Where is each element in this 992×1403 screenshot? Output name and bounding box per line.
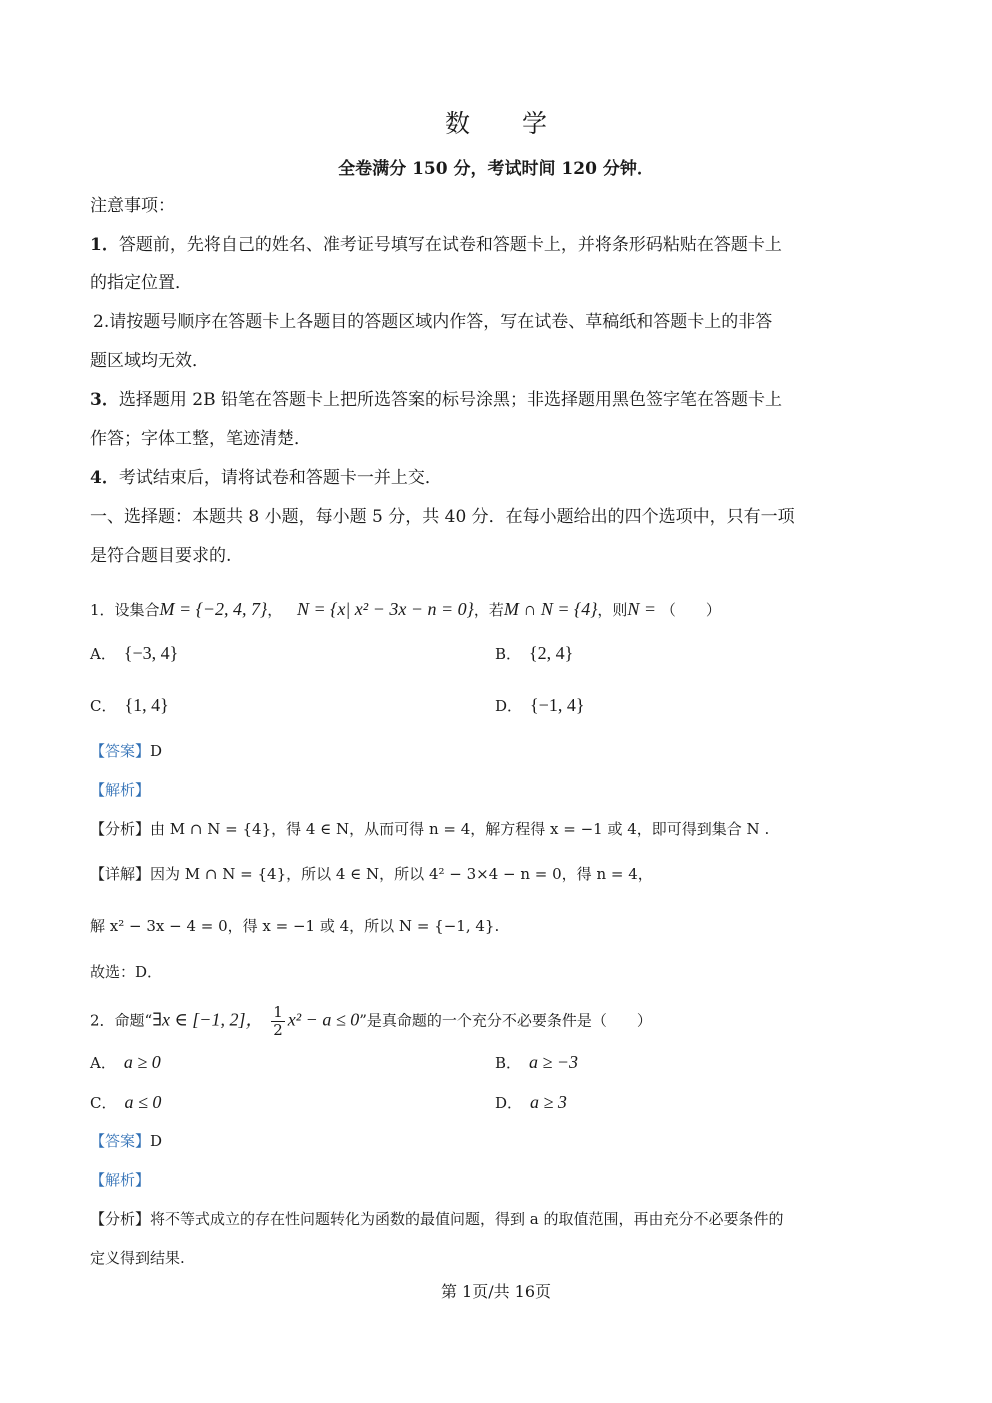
- q1-option-d[interactable]: D． {−1, 4}: [495, 695, 585, 715]
- note-3-line-2: 作答；字体工整，笔迹清楚．: [90, 429, 311, 449]
- q1-conclusion: 故选：D．: [90, 963, 163, 981]
- q1-analysis-tag: 【解析】: [90, 781, 151, 799]
- q1-option-c[interactable]: C． {1, 4}: [90, 695, 169, 715]
- note-2-line-1: 2.请按题号顺序在答题卡上各题目的答题区域内作答，写在试卷、草稿纸和答题卡上的非答: [93, 312, 773, 332]
- q1-fenxi: 【分析】由 M ∩ N = {4}，得 4 ∈ N，从而可得 n = 4，解方程得 x = −1 或 4，即可得到集合 N .: [90, 820, 770, 838]
- note-3-line-1: 3．选择题用 2B 铅笔在答题卡上把所选答案的标号涂黑；非选择题用黑色签字笔在答题卡上: [90, 390, 782, 410]
- section-heading-line-2: 是符合题目要求的.: [90, 546, 232, 566]
- q1-xiangjie-line-2: 解 x² − 3x − 4 = 0，得 x = −1 或 4，所以 N = {−1, 4}.: [90, 917, 500, 935]
- q2-fenxi-line-1: 【分析】将不等式成立的存在性问题转化为函数的最值问题，得到 a 的取值范围，再由充分不必要条件的: [90, 1210, 784, 1228]
- q1-option-b[interactable]: B． {2, 4}: [495, 643, 574, 663]
- note-4-line-1: 4．考试结束后，请将试卷和答题卡一并上交．: [90, 468, 442, 488]
- q2-option-c[interactable]: C． a ≤ 0: [90, 1092, 162, 1112]
- q2-fraction: $\frac{1}{2}$: [273, 1003, 283, 1039]
- q2-option-b[interactable]: B． a ≥ −3: [495, 1052, 579, 1072]
- note-2-line-2: 题区域均无效．: [90, 351, 209, 371]
- note-1-line-2: 的指定位置．: [90, 273, 192, 293]
- q2-fenxi-line-2: 定义得到结果.: [90, 1249, 185, 1267]
- page-title: 数 学: [445, 109, 569, 138]
- question-2-stem: 2．命题“∃x ∈ [−1, 2]， $\frac{1}{2}$ x² − a ≤ 0”是真命题的一个充分不必要条件是（ ）: [90, 1003, 652, 1039]
- exam-subtitle: 全卷满分 150 分，考试时间 120 分钟．: [338, 159, 654, 179]
- q1-answer: 【答案】D: [90, 742, 163, 760]
- note-1-line-1: 1．答题前，先将自己的姓名、准考证号填写在试卷和答题卡上，并将条形码粘贴在答题卡上: [90, 235, 782, 255]
- q2-option-d[interactable]: D． a ≥ 3: [495, 1092, 567, 1112]
- q1-xiangjie-line-1: 【详解】因为 M ∩ N = {4}，所以 4 ∈ N，所以 4² − 3×4 − n = 0，得 n = 4，: [90, 865, 653, 883]
- q2-answer: 【答案】D: [90, 1132, 163, 1150]
- q2-option-a[interactable]: A． a ≥ 0: [90, 1052, 161, 1072]
- question-1-stem: 1．设集合M = {−2, 4, 7}， N = {x| x² − 3x − n = 0}，若M ∩ N = {4}，则N = （ ）: [90, 599, 721, 619]
- q1-option-a[interactable]: A． {−3, 4}: [90, 643, 179, 663]
- page-footer: 第 1页/共 16页: [440, 1282, 552, 1301]
- q2-analysis-tag: 【解析】: [90, 1171, 151, 1189]
- section-heading-line-1: 一、选择题：本题共 8 小题，每小题 5 分，共 40 分．在每小题给出的四个选项中，只有一项: [90, 507, 795, 527]
- notes-heading: 注意事项：: [90, 196, 175, 216]
